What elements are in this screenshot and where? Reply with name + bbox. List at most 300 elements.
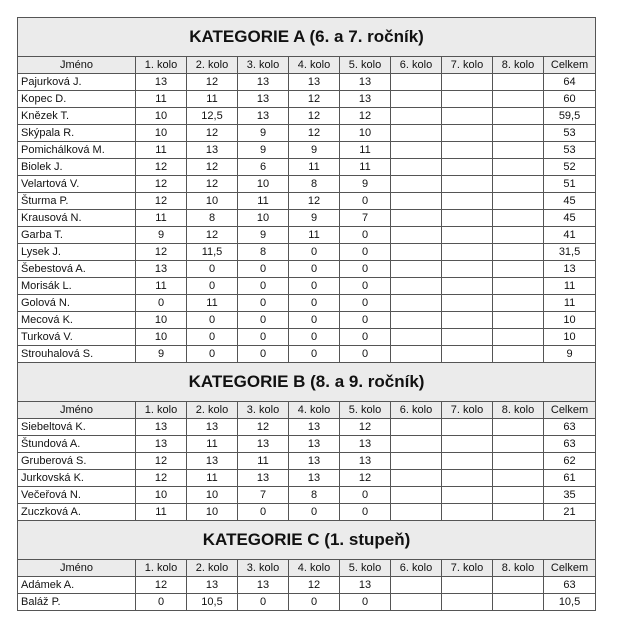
participant-name: Strouhalová S. (18, 346, 136, 363)
round-score (493, 470, 544, 487)
round-score: 0 (340, 193, 391, 210)
round-score (442, 210, 493, 227)
table-row (18, 125, 596, 142)
total-score: 11 (544, 295, 596, 312)
table-row (18, 470, 596, 487)
round-score: 10 (136, 329, 187, 346)
round-score (442, 346, 493, 363)
round-score: 0 (289, 278, 340, 295)
participant-name: Baláž P. (18, 594, 136, 611)
round-score (391, 577, 442, 594)
total-score: 9 (544, 346, 596, 363)
round-score: 12 (136, 176, 187, 193)
round-score (442, 594, 493, 611)
table-row (18, 176, 596, 193)
round-score (391, 142, 442, 159)
round-score (442, 278, 493, 295)
round-score (493, 312, 544, 329)
round-score: 13 (238, 108, 289, 125)
round-score: 13 (238, 436, 289, 453)
round-score: 0 (289, 244, 340, 261)
round-score (391, 487, 442, 504)
round-score: 13 (136, 261, 187, 278)
round-column-header: 6. kolo (391, 402, 442, 419)
round-score: 12 (238, 419, 289, 436)
round-score (493, 227, 544, 244)
round-column-header: 8. kolo (493, 560, 544, 577)
round-score: 11,5 (187, 244, 238, 261)
round-score (391, 504, 442, 521)
round-score (493, 453, 544, 470)
round-score: 11 (340, 159, 391, 176)
round-score: 6 (238, 159, 289, 176)
table-row (18, 453, 596, 470)
column-header-row (18, 560, 596, 577)
category-title-row (18, 18, 596, 57)
round-score: 9 (136, 346, 187, 363)
table-row (18, 295, 596, 312)
category-title-row (18, 363, 596, 402)
participant-name: Pajurková J. (18, 74, 136, 91)
round-score: 8 (238, 244, 289, 261)
round-score: 11 (187, 91, 238, 108)
round-score (493, 176, 544, 193)
round-score (442, 159, 493, 176)
round-score: 10 (136, 312, 187, 329)
round-column-header: 8. kolo (493, 402, 544, 419)
round-score: 11 (340, 142, 391, 159)
round-score (493, 244, 544, 261)
total-score: 31,5 (544, 244, 596, 261)
round-score: 0 (289, 346, 340, 363)
total-score: 52 (544, 159, 596, 176)
round-score: 0 (238, 295, 289, 312)
participant-name: Mecová K. (18, 312, 136, 329)
round-column-header: 8. kolo (493, 57, 544, 74)
round-score: 13 (340, 577, 391, 594)
round-score: 12 (136, 159, 187, 176)
round-score: 8 (187, 210, 238, 227)
round-score (391, 419, 442, 436)
round-score: 7 (238, 487, 289, 504)
category-title-row (18, 521, 596, 560)
round-score: 12 (136, 577, 187, 594)
total-column-header: Celkem (544, 402, 596, 419)
round-score (493, 159, 544, 176)
round-score (391, 453, 442, 470)
name-column-header: Jméno (18, 57, 136, 74)
total-score: 51 (544, 176, 596, 193)
round-column-header: 4. kolo (289, 57, 340, 74)
round-score: 13 (187, 419, 238, 436)
round-score (493, 108, 544, 125)
participant-name: Jurkovská K. (18, 470, 136, 487)
total-score: 21 (544, 504, 596, 521)
round-column-header: 1. kolo (136, 402, 187, 419)
round-score (493, 125, 544, 142)
total-score: 53 (544, 142, 596, 159)
round-score: 13 (136, 419, 187, 436)
round-score: 12 (187, 125, 238, 142)
participant-name: Velartová V. (18, 176, 136, 193)
round-column-header: 1. kolo (136, 560, 187, 577)
round-score: 11 (238, 453, 289, 470)
round-score (391, 594, 442, 611)
round-score: 13 (289, 419, 340, 436)
round-score: 12 (340, 108, 391, 125)
round-score: 12 (187, 176, 238, 193)
round-column-header: 1. kolo (136, 57, 187, 74)
round-score: 0 (340, 487, 391, 504)
participant-name: Štundová A. (18, 436, 136, 453)
round-score (493, 436, 544, 453)
round-score: 11 (136, 142, 187, 159)
participant-name: Pomichálková M. (18, 142, 136, 159)
round-score: 8 (289, 176, 340, 193)
participant-name: Knězek T. (18, 108, 136, 125)
participant-name: Lysek J. (18, 244, 136, 261)
round-score: 11 (187, 436, 238, 453)
total-score: 11 (544, 278, 596, 295)
round-score (442, 125, 493, 142)
round-score (391, 227, 442, 244)
round-score: 9 (238, 142, 289, 159)
table-row (18, 193, 596, 210)
total-score: 63 (544, 577, 596, 594)
participant-name: Gruberová S. (18, 453, 136, 470)
round-score: 10 (187, 504, 238, 521)
round-score: 0 (238, 312, 289, 329)
round-score: 11 (187, 295, 238, 312)
round-score (391, 244, 442, 261)
round-column-header: 6. kolo (391, 560, 442, 577)
round-column-header: 4. kolo (289, 560, 340, 577)
round-score: 0 (238, 594, 289, 611)
round-column-header: 7. kolo (442, 402, 493, 419)
round-score (391, 261, 442, 278)
participant-name: Garba T. (18, 227, 136, 244)
round-score (442, 142, 493, 159)
round-score: 13 (187, 453, 238, 470)
round-score: 12 (187, 74, 238, 91)
round-score (493, 295, 544, 312)
round-column-header: 5. kolo (340, 560, 391, 577)
round-score (442, 504, 493, 521)
round-score: 0 (340, 261, 391, 278)
participant-name: Golová N. (18, 295, 136, 312)
round-score (442, 470, 493, 487)
round-column-header: 3. kolo (238, 402, 289, 419)
total-score: 61 (544, 470, 596, 487)
participant-name: Siebeltová K. (18, 419, 136, 436)
table-row (18, 74, 596, 91)
table-row (18, 244, 596, 261)
round-score (391, 159, 442, 176)
round-score: 13 (289, 74, 340, 91)
round-score: 0 (187, 346, 238, 363)
round-score (442, 487, 493, 504)
table-row (18, 594, 596, 611)
round-score: 10 (136, 487, 187, 504)
round-score: 13 (340, 436, 391, 453)
round-score: 10 (340, 125, 391, 142)
round-score (391, 74, 442, 91)
round-score: 11 (187, 470, 238, 487)
round-score (493, 504, 544, 521)
round-score: 9 (289, 210, 340, 227)
round-score (493, 74, 544, 91)
round-score: 10 (238, 176, 289, 193)
round-score (493, 419, 544, 436)
table-row (18, 329, 596, 346)
round-score: 13 (238, 74, 289, 91)
round-score: 13 (340, 91, 391, 108)
round-score (391, 436, 442, 453)
round-column-header: 5. kolo (340, 57, 391, 74)
round-score: 11 (136, 504, 187, 521)
total-column-header: Celkem (544, 57, 596, 74)
round-score: 12,5 (187, 108, 238, 125)
results-table (17, 17, 596, 611)
participant-name: Krausová N. (18, 210, 136, 227)
total-score: 10 (544, 329, 596, 346)
round-column-header: 4. kolo (289, 402, 340, 419)
round-score (493, 261, 544, 278)
round-score: 10 (136, 125, 187, 142)
column-header-row (18, 402, 596, 419)
round-score: 0 (289, 594, 340, 611)
round-column-header: 3. kolo (238, 57, 289, 74)
round-score: 0 (187, 261, 238, 278)
round-column-header: 6. kolo (391, 57, 442, 74)
table-row (18, 312, 596, 329)
participant-name: Šturma P. (18, 193, 136, 210)
round-score: 13 (136, 436, 187, 453)
round-score: 0 (187, 278, 238, 295)
round-score (493, 594, 544, 611)
round-score: 0 (187, 329, 238, 346)
total-score: 10,5 (544, 594, 596, 611)
round-column-header: 2. kolo (187, 560, 238, 577)
round-score: 12 (187, 159, 238, 176)
round-score: 11 (136, 210, 187, 227)
table-row (18, 142, 596, 159)
round-score (442, 329, 493, 346)
round-score (442, 176, 493, 193)
name-column-header: Jméno (18, 560, 136, 577)
participant-name: Biolek J. (18, 159, 136, 176)
category-title: KATEGORIE C (1. stupeň) (18, 521, 596, 560)
results-sheet (17, 17, 595, 611)
round-score: 11 (136, 278, 187, 295)
table-row (18, 436, 596, 453)
round-score (391, 278, 442, 295)
round-score: 10,5 (187, 594, 238, 611)
round-score (493, 577, 544, 594)
round-score: 0 (340, 244, 391, 261)
name-column-header: Jméno (18, 402, 136, 419)
category-title: KATEGORIE B (8. a 9. ročník) (18, 363, 596, 402)
round-score (442, 108, 493, 125)
total-score: 10 (544, 312, 596, 329)
round-score (493, 329, 544, 346)
round-score: 13 (238, 91, 289, 108)
participant-name: Skýpala R. (18, 125, 136, 142)
round-score (442, 244, 493, 261)
round-score (391, 91, 442, 108)
total-score: 62 (544, 453, 596, 470)
round-score: 9 (340, 176, 391, 193)
round-score: 13 (136, 74, 187, 91)
table-row (18, 504, 596, 521)
round-score (442, 261, 493, 278)
column-header-row (18, 57, 596, 74)
round-score: 0 (289, 329, 340, 346)
round-column-header: 5. kolo (340, 402, 391, 419)
round-score: 11 (238, 193, 289, 210)
round-column-header: 3. kolo (238, 560, 289, 577)
total-score: 64 (544, 74, 596, 91)
total-score: 41 (544, 227, 596, 244)
participant-name: Šebestová A. (18, 261, 136, 278)
total-score: 53 (544, 125, 596, 142)
total-column-header: Celkem (544, 560, 596, 577)
participant-name: Morisák L. (18, 278, 136, 295)
table-row (18, 346, 596, 363)
round-column-header: 2. kolo (187, 402, 238, 419)
participant-name: Kopec D. (18, 91, 136, 108)
round-score: 9 (289, 142, 340, 159)
round-score: 0 (238, 346, 289, 363)
round-score: 12 (136, 470, 187, 487)
round-score: 13 (187, 577, 238, 594)
round-score (493, 210, 544, 227)
round-score (391, 312, 442, 329)
round-score (493, 487, 544, 504)
round-score: 13 (340, 74, 391, 91)
participant-name: Večeřová N. (18, 487, 136, 504)
round-column-header: 7. kolo (442, 57, 493, 74)
round-score: 0 (238, 278, 289, 295)
round-score: 0 (340, 329, 391, 346)
round-score (442, 74, 493, 91)
round-score (442, 91, 493, 108)
round-score: 0 (238, 261, 289, 278)
round-score: 0 (289, 504, 340, 521)
round-score (442, 227, 493, 244)
round-score (442, 419, 493, 436)
round-score (493, 142, 544, 159)
round-score (391, 210, 442, 227)
table-row (18, 91, 596, 108)
round-score: 12 (136, 193, 187, 210)
round-score: 0 (187, 312, 238, 329)
round-score: 12 (136, 453, 187, 470)
round-score: 0 (340, 594, 391, 611)
round-score: 11 (289, 159, 340, 176)
table-row (18, 278, 596, 295)
round-score: 12 (136, 244, 187, 261)
total-score: 45 (544, 193, 596, 210)
table-row (18, 159, 596, 176)
participant-name: Turková V. (18, 329, 136, 346)
round-score (442, 436, 493, 453)
round-score: 0 (289, 295, 340, 312)
participant-name: Zuczková A. (18, 504, 136, 521)
round-score (391, 295, 442, 312)
round-score: 0 (340, 227, 391, 244)
round-score: 10 (238, 210, 289, 227)
round-score: 12 (289, 108, 340, 125)
total-score: 45 (544, 210, 596, 227)
round-score: 12 (289, 193, 340, 210)
round-score (391, 125, 442, 142)
round-score: 0 (136, 594, 187, 611)
category-title: KATEGORIE A (6. a 7. ročník) (18, 18, 596, 57)
round-score: 13 (340, 453, 391, 470)
round-score: 7 (340, 210, 391, 227)
round-score (391, 470, 442, 487)
round-score (493, 193, 544, 210)
round-column-header: 2. kolo (187, 57, 238, 74)
table-row (18, 227, 596, 244)
round-score: 0 (238, 504, 289, 521)
round-score: 0 (340, 278, 391, 295)
round-score: 13 (238, 577, 289, 594)
round-score: 0 (340, 295, 391, 312)
table-row (18, 261, 596, 278)
round-score: 12 (289, 91, 340, 108)
participant-name: Adámek A. (18, 577, 136, 594)
round-score: 10 (136, 108, 187, 125)
round-score: 12 (289, 125, 340, 142)
round-score: 0 (136, 295, 187, 312)
round-score: 12 (187, 227, 238, 244)
round-score: 0 (289, 312, 340, 329)
round-score: 0 (289, 261, 340, 278)
round-score: 12 (289, 577, 340, 594)
table-row (18, 487, 596, 504)
round-score: 9 (238, 125, 289, 142)
round-score: 11 (136, 91, 187, 108)
round-score: 0 (238, 329, 289, 346)
round-score: 12 (340, 470, 391, 487)
round-score: 13 (187, 142, 238, 159)
table-row (18, 210, 596, 227)
round-score (442, 295, 493, 312)
round-score (391, 346, 442, 363)
table-row (18, 419, 596, 436)
round-score (442, 577, 493, 594)
round-score: 10 (187, 193, 238, 210)
total-score: 60 (544, 91, 596, 108)
total-score: 63 (544, 436, 596, 453)
round-score: 13 (289, 453, 340, 470)
round-score: 11 (289, 227, 340, 244)
round-score (442, 193, 493, 210)
round-score (391, 329, 442, 346)
round-score (442, 312, 493, 329)
round-score (493, 91, 544, 108)
round-score (442, 453, 493, 470)
round-score: 0 (340, 312, 391, 329)
round-score: 10 (187, 487, 238, 504)
round-score (493, 278, 544, 295)
round-score (391, 193, 442, 210)
round-score (493, 346, 544, 363)
total-score: 59,5 (544, 108, 596, 125)
round-score: 13 (289, 470, 340, 487)
